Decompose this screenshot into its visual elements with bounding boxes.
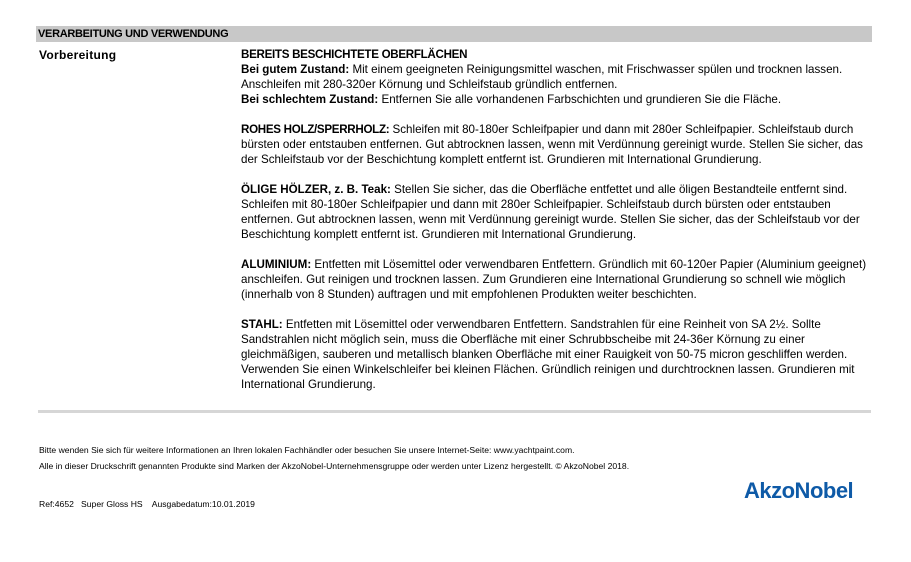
- section-divider: [38, 410, 871, 413]
- steel-paragraph: [241, 317, 871, 392]
- steel-text: Entfetten mit Lösemittel oder verwendbaren Entfettern. Sandstrahlen für eine Reinheit von SA 2½. Sollte Sandstrahlen nicht möglich sein, muss die Oberfläche mit einer Schrubbscheibe mit 24-36er Körnung zu einer gleichmäßigen, sauberen und metallisch blanken Oberfläche mit einer Rauigkeit von 50-75 micron geschliffen werden. Verwenden Sie einen Winkelschleifer bei kleinen Flächen. Gründlich reinigen und durchtrocknen lassen. Grundieren mit International Grundierung.: [241, 318, 855, 391]
- aluminium-label: ALUMINIUM:: [241, 258, 312, 271]
- footer-info-note: Bitte wenden Sie sich für weitere Informationen an Ihren lokalen Fachhändler oder besuchen Sie unsere Internet-Seite: www.yachtpaint.com.: [39, 445, 575, 455]
- document-reference: Ref:4652 Super Gloss HS Ausgabedatum:10.01.2019: [39, 499, 255, 509]
- aluminium-paragraph: [241, 257, 871, 302]
- footer-trademark-note: Alle in dieser Druckschrift genannten Produkte sind Marken der AkzoNobel-Unternehmensgruppe oder werden unter Lizenz hergestellt. © AkzoNobel 2018.: [39, 461, 630, 471]
- bad-condition-text: Entfernen Sie alle vorhandenen Farbschichten und grundieren Sie die Fläche.: [378, 93, 782, 106]
- oily-wood-text: Stellen Sie sicher, das die Oberfläche entfettet und alle öligen Bestandteile entfernt sind. Schleifen mit 80-180er Schleifpapier und dann mit 280er Schleifpapier. Schleifstaub durch bürsten oder entstauben entfernen. Gut abtrocknen lassen, wenn mit Verdünnung gereinigt wurde. Stellen Sie sicher, das der Schleifstaub vor der Beschichtung komplett entfernt ist. Grundieren mit International Grundierung.: [241, 183, 860, 241]
- steel-label: STAHL:: [241, 318, 283, 331]
- raw-wood-label: ROHES HOLZ/SPERRHOLZ:: [241, 123, 390, 136]
- bad-condition-label: Bei schlechtem Zustand:: [241, 93, 379, 106]
- good-condition-text: Mit einem geeigneten Reinigungsmittel waschen, mit Frischwasser spülen und trocknen lassen. Anschleifen mit 280-320er Körnung und Schleifstaub gründlich entfernen.: [241, 63, 843, 91]
- preparation-content: [241, 47, 871, 407]
- raw-wood-text: Schleifen mit 80-180er Schleifpapier und dann mit 280er Schleifpapier. Schleifstaub durch bürsten oder entstauben entfernen. Gut abtrocknen lassen, wenn mit Verdünnung gereinigt wurde. Stellen Sie sicher, das der Schleifstaub vor der Beschichtung komplett entfernt ist. Grundieren mit International Grundierung.: [241, 123, 863, 166]
- raw-wood-paragraph: [241, 122, 871, 167]
- coated-surfaces-heading: BEREITS BESCHICHTETE OBERFLÄCHEN: [241, 48, 468, 61]
- aluminium-text: Entfetten mit Lösemittel oder verwendbaren Entfettern. Gründlich mit 60-120er Papier (Aluminium geeignet) anschleifen. Gut reinigen und trocknen lassen. Zum Grundieren eine International Grundierung so schnell wie möglich (innerhalb von 8 Stunden) auftragen und mit empfohlenen Produkten weiter beschichten.: [241, 258, 867, 301]
- akzonobel-logo: AkzoNobel: [744, 478, 854, 503]
- row-label-preparation: Vorbereitung: [39, 48, 117, 62]
- oily-wood-label: ÖLIGE HÖLZER, z. B. Teak:: [241, 183, 391, 196]
- section-title: VERARBEITUNG UND VERWENDUNG: [38, 28, 229, 40]
- good-condition-label: Bei gutem Zustand:: [241, 63, 350, 76]
- coated-surfaces-paragraph: [241, 47, 871, 107]
- oily-wood-paragraph: [241, 182, 871, 242]
- section-header-bar: [36, 26, 872, 42]
